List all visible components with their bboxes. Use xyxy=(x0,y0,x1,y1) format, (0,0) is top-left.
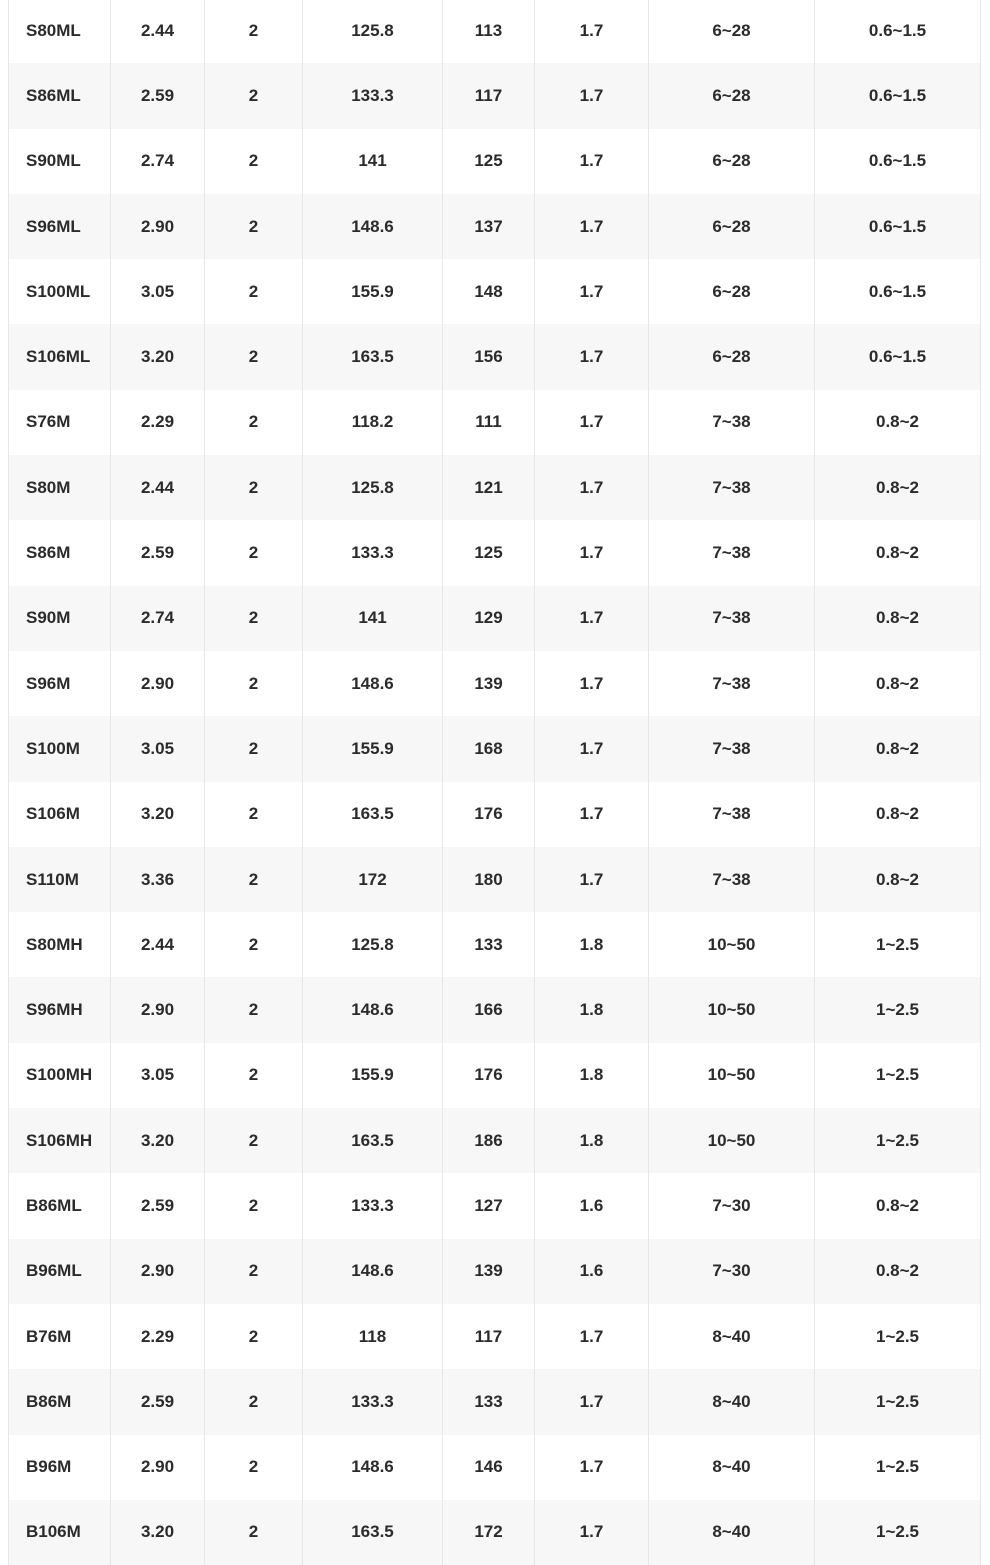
lure-weight-cell: 6~28 xyxy=(649,0,815,63)
table-row xyxy=(9,1435,981,1500)
closed-length-cell: 141 xyxy=(303,129,443,194)
weight-cell: 139 xyxy=(443,1239,535,1304)
tip-diameter-cell: 1.7 xyxy=(535,1435,649,1500)
sections-cell: 2 xyxy=(205,259,303,324)
lure-weight-cell: 6~28 xyxy=(649,129,815,194)
closed-length-cell: 163.5 xyxy=(303,324,443,389)
table-row xyxy=(9,520,981,585)
table-row xyxy=(9,716,981,781)
model-cell: B86ML xyxy=(9,1173,111,1238)
model-cell: S96ML xyxy=(9,194,111,259)
tip-diameter-cell: 1.7 xyxy=(535,1369,649,1434)
length-cell: 3.20 xyxy=(111,324,205,389)
closed-length-cell: 172 xyxy=(303,847,443,912)
length-cell: 2.90 xyxy=(111,977,205,1042)
lure-weight-cell: 7~38 xyxy=(649,455,815,520)
weight-cell: 148 xyxy=(443,259,535,324)
tip-diameter-cell: 1.8 xyxy=(535,1043,649,1108)
lure-weight-cell: 10~50 xyxy=(649,1043,815,1108)
tip-diameter-cell: 1.7 xyxy=(535,651,649,716)
weight-cell: 117 xyxy=(443,1304,535,1369)
length-cell: 3.20 xyxy=(111,1108,205,1173)
tip-diameter-cell: 1.7 xyxy=(535,63,649,128)
closed-length-cell: 118 xyxy=(303,1304,443,1369)
closed-length-cell: 155.9 xyxy=(303,1043,443,1108)
sections-cell: 2 xyxy=(205,1108,303,1173)
weight-cell: 127 xyxy=(443,1173,535,1238)
lure-weight-cell: 7~38 xyxy=(649,651,815,716)
line-size-cell: 1~2.5 xyxy=(815,912,981,977)
model-cell: S100M xyxy=(9,716,111,781)
lure-weight-cell: 6~28 xyxy=(649,324,815,389)
weight-cell: 176 xyxy=(443,1043,535,1108)
line-size-cell: 1~2.5 xyxy=(815,1369,981,1434)
closed-length-cell: 163.5 xyxy=(303,1108,443,1173)
sections-cell: 2 xyxy=(205,1043,303,1108)
line-size-cell: 0.8~2 xyxy=(815,651,981,716)
length-cell: 3.36 xyxy=(111,847,205,912)
table-body xyxy=(9,0,981,1565)
model-cell: B106M xyxy=(9,1500,111,1565)
model-cell: S86M xyxy=(9,520,111,585)
length-cell: 2.59 xyxy=(111,1369,205,1434)
table-row xyxy=(9,324,981,389)
length-cell: 3.20 xyxy=(111,782,205,847)
lure-weight-cell: 6~28 xyxy=(649,194,815,259)
table-row xyxy=(9,194,981,259)
table-row xyxy=(9,259,981,324)
model-cell: S80MH xyxy=(9,912,111,977)
weight-cell: 133 xyxy=(443,1369,535,1434)
length-cell: 2.90 xyxy=(111,651,205,716)
closed-length-cell: 148.6 xyxy=(303,1435,443,1500)
table-row xyxy=(9,390,981,455)
closed-length-cell: 155.9 xyxy=(303,259,443,324)
tip-diameter-cell: 1.7 xyxy=(535,129,649,194)
weight-cell: 125 xyxy=(443,520,535,585)
sections-cell: 2 xyxy=(205,716,303,781)
closed-length-cell: 133.3 xyxy=(303,1369,443,1434)
weight-cell: 168 xyxy=(443,716,535,781)
length-cell: 3.20 xyxy=(111,1500,205,1565)
length-cell: 2.59 xyxy=(111,520,205,585)
weight-cell: 137 xyxy=(443,194,535,259)
model-cell: S80M xyxy=(9,455,111,520)
length-cell: 2.29 xyxy=(111,390,205,455)
tip-diameter-cell: 1.7 xyxy=(535,716,649,781)
line-size-cell: 0.6~1.5 xyxy=(815,0,981,63)
sections-cell: 2 xyxy=(205,1369,303,1434)
table-row xyxy=(9,651,981,716)
weight-cell: 129 xyxy=(443,586,535,651)
model-cell: B96M xyxy=(9,1435,111,1500)
line-size-cell: 1~2.5 xyxy=(815,1043,981,1108)
lure-weight-cell: 7~38 xyxy=(649,586,815,651)
weight-cell: 113 xyxy=(443,0,535,63)
line-size-cell: 0.8~2 xyxy=(815,716,981,781)
rod-spec-table xyxy=(8,0,981,1565)
length-cell: 2.90 xyxy=(111,194,205,259)
model-cell: B76M xyxy=(9,1304,111,1369)
length-cell: 3.05 xyxy=(111,1043,205,1108)
lure-weight-cell: 7~30 xyxy=(649,1173,815,1238)
sections-cell: 2 xyxy=(205,1239,303,1304)
tip-diameter-cell: 1.7 xyxy=(535,1304,649,1369)
lure-weight-cell: 7~38 xyxy=(649,847,815,912)
lure-weight-cell: 7~38 xyxy=(649,716,815,781)
sections-cell: 2 xyxy=(205,847,303,912)
weight-cell: 166 xyxy=(443,977,535,1042)
lure-weight-cell: 8~40 xyxy=(649,1435,815,1500)
line-size-cell: 1~2.5 xyxy=(815,977,981,1042)
model-cell: S96MH xyxy=(9,977,111,1042)
closed-length-cell: 141 xyxy=(303,586,443,651)
line-size-cell: 0.8~2 xyxy=(815,586,981,651)
lure-weight-cell: 8~40 xyxy=(649,1304,815,1369)
closed-length-cell: 125.8 xyxy=(303,912,443,977)
weight-cell: 117 xyxy=(443,63,535,128)
weight-cell: 172 xyxy=(443,1500,535,1565)
closed-length-cell: 163.5 xyxy=(303,782,443,847)
model-cell: S106ML xyxy=(9,324,111,389)
lure-weight-cell: 10~50 xyxy=(649,977,815,1042)
length-cell: 3.05 xyxy=(111,716,205,781)
length-cell: 3.05 xyxy=(111,259,205,324)
weight-cell: 133 xyxy=(443,912,535,977)
lure-weight-cell: 6~28 xyxy=(649,63,815,128)
length-cell: 2.59 xyxy=(111,1173,205,1238)
table-row xyxy=(9,1043,981,1108)
sections-cell: 2 xyxy=(205,390,303,455)
sections-cell: 2 xyxy=(205,651,303,716)
table-row xyxy=(9,1239,981,1304)
model-cell: S86ML xyxy=(9,63,111,128)
tip-diameter-cell: 1.7 xyxy=(535,1500,649,1565)
lure-weight-cell: 7~38 xyxy=(649,520,815,585)
line-size-cell: 0.6~1.5 xyxy=(815,194,981,259)
closed-length-cell: 133.3 xyxy=(303,520,443,585)
line-size-cell: 1~2.5 xyxy=(815,1435,981,1500)
model-cell: S110M xyxy=(9,847,111,912)
weight-cell: 186 xyxy=(443,1108,535,1173)
sections-cell: 2 xyxy=(205,912,303,977)
lure-weight-cell: 6~28 xyxy=(649,259,815,324)
tip-diameter-cell: 1.6 xyxy=(535,1239,649,1304)
model-cell: S106M xyxy=(9,782,111,847)
tip-diameter-cell: 1.6 xyxy=(535,1173,649,1238)
length-cell: 2.74 xyxy=(111,129,205,194)
tip-diameter-cell: 1.7 xyxy=(535,0,649,63)
tip-diameter-cell: 1.8 xyxy=(535,977,649,1042)
model-cell: S76M xyxy=(9,390,111,455)
tip-diameter-cell: 1.7 xyxy=(535,586,649,651)
table-row xyxy=(9,1108,981,1173)
closed-length-cell: 133.3 xyxy=(303,1173,443,1238)
length-cell: 2.59 xyxy=(111,63,205,128)
weight-cell: 121 xyxy=(443,455,535,520)
line-size-cell: 0.8~2 xyxy=(815,1173,981,1238)
table-row xyxy=(9,1500,981,1565)
line-size-cell: 0.8~2 xyxy=(815,1239,981,1304)
tip-diameter-cell: 1.7 xyxy=(535,847,649,912)
weight-cell: 125 xyxy=(443,129,535,194)
lure-weight-cell: 10~50 xyxy=(649,1108,815,1173)
model-cell: S90ML xyxy=(9,129,111,194)
closed-length-cell: 148.6 xyxy=(303,1239,443,1304)
line-size-cell: 0.6~1.5 xyxy=(815,259,981,324)
sections-cell: 2 xyxy=(205,63,303,128)
line-size-cell: 1~2.5 xyxy=(815,1500,981,1565)
table-row xyxy=(9,586,981,651)
tip-diameter-cell: 1.7 xyxy=(535,390,649,455)
tip-diameter-cell: 1.8 xyxy=(535,1108,649,1173)
length-cell: 2.74 xyxy=(111,586,205,651)
sections-cell: 2 xyxy=(205,0,303,63)
line-size-cell: 0.6~1.5 xyxy=(815,63,981,128)
tip-diameter-cell: 1.7 xyxy=(535,194,649,259)
line-size-cell: 1~2.5 xyxy=(815,1108,981,1173)
closed-length-cell: 125.8 xyxy=(303,455,443,520)
lure-weight-cell: 8~40 xyxy=(649,1369,815,1434)
lure-weight-cell: 7~38 xyxy=(649,782,815,847)
sections-cell: 2 xyxy=(205,1435,303,1500)
sections-cell: 2 xyxy=(205,324,303,389)
length-cell: 2.44 xyxy=(111,455,205,520)
length-cell: 2.90 xyxy=(111,1435,205,1500)
length-cell: 2.44 xyxy=(111,0,205,63)
length-cell: 2.90 xyxy=(111,1239,205,1304)
closed-length-cell: 148.6 xyxy=(303,194,443,259)
closed-length-cell: 118.2 xyxy=(303,390,443,455)
weight-cell: 176 xyxy=(443,782,535,847)
closed-length-cell: 148.6 xyxy=(303,651,443,716)
line-size-cell: 0.8~2 xyxy=(815,782,981,847)
line-size-cell: 0.6~1.5 xyxy=(815,324,981,389)
model-cell: S80ML xyxy=(9,0,111,63)
sections-cell: 2 xyxy=(205,1304,303,1369)
tip-diameter-cell: 1.7 xyxy=(535,324,649,389)
model-cell: S90M xyxy=(9,586,111,651)
table-row xyxy=(9,1369,981,1434)
sections-cell: 2 xyxy=(205,586,303,651)
table-row xyxy=(9,782,981,847)
sections-cell: 2 xyxy=(205,1500,303,1565)
sections-cell: 2 xyxy=(205,977,303,1042)
line-size-cell: 1~2.5 xyxy=(815,1304,981,1369)
weight-cell: 180 xyxy=(443,847,535,912)
model-cell: B86M xyxy=(9,1369,111,1434)
line-size-cell: 0.8~2 xyxy=(815,847,981,912)
length-cell: 2.29 xyxy=(111,1304,205,1369)
table-row xyxy=(9,1304,981,1369)
model-cell: S100ML xyxy=(9,259,111,324)
table-row xyxy=(9,977,981,1042)
table-row xyxy=(9,455,981,520)
lure-weight-cell: 7~30 xyxy=(649,1239,815,1304)
model-cell: S100MH xyxy=(9,1043,111,1108)
table-row xyxy=(9,0,981,63)
sections-cell: 2 xyxy=(205,520,303,585)
closed-length-cell: 133.3 xyxy=(303,63,443,128)
sections-cell: 2 xyxy=(205,194,303,259)
tip-diameter-cell: 1.8 xyxy=(535,912,649,977)
line-size-cell: 0.8~2 xyxy=(815,455,981,520)
lure-weight-cell: 8~40 xyxy=(649,1500,815,1565)
table-row xyxy=(9,912,981,977)
line-size-cell: 0.8~2 xyxy=(815,390,981,455)
tip-diameter-cell: 1.7 xyxy=(535,782,649,847)
weight-cell: 111 xyxy=(443,390,535,455)
table-row xyxy=(9,847,981,912)
weight-cell: 146 xyxy=(443,1435,535,1500)
lure-weight-cell: 7~38 xyxy=(649,390,815,455)
closed-length-cell: 125.8 xyxy=(303,0,443,63)
sections-cell: 2 xyxy=(205,455,303,520)
lure-weight-cell: 10~50 xyxy=(649,912,815,977)
table-row xyxy=(9,63,981,128)
sections-cell: 2 xyxy=(205,129,303,194)
sections-cell: 2 xyxy=(205,1173,303,1238)
closed-length-cell: 155.9 xyxy=(303,716,443,781)
length-cell: 2.44 xyxy=(111,912,205,977)
table-row xyxy=(9,1173,981,1238)
sections-cell: 2 xyxy=(205,782,303,847)
table-row xyxy=(9,129,981,194)
closed-length-cell: 163.5 xyxy=(303,1500,443,1565)
weight-cell: 139 xyxy=(443,651,535,716)
weight-cell: 156 xyxy=(443,324,535,389)
model-cell: B96ML xyxy=(9,1239,111,1304)
model-cell: S106MH xyxy=(9,1108,111,1173)
closed-length-cell: 148.6 xyxy=(303,977,443,1042)
line-size-cell: 0.8~2 xyxy=(815,520,981,585)
model-cell: S96M xyxy=(9,651,111,716)
tip-diameter-cell: 1.7 xyxy=(535,259,649,324)
line-size-cell: 0.6~1.5 xyxy=(815,129,981,194)
tip-diameter-cell: 1.7 xyxy=(535,455,649,520)
tip-diameter-cell: 1.7 xyxy=(535,520,649,585)
